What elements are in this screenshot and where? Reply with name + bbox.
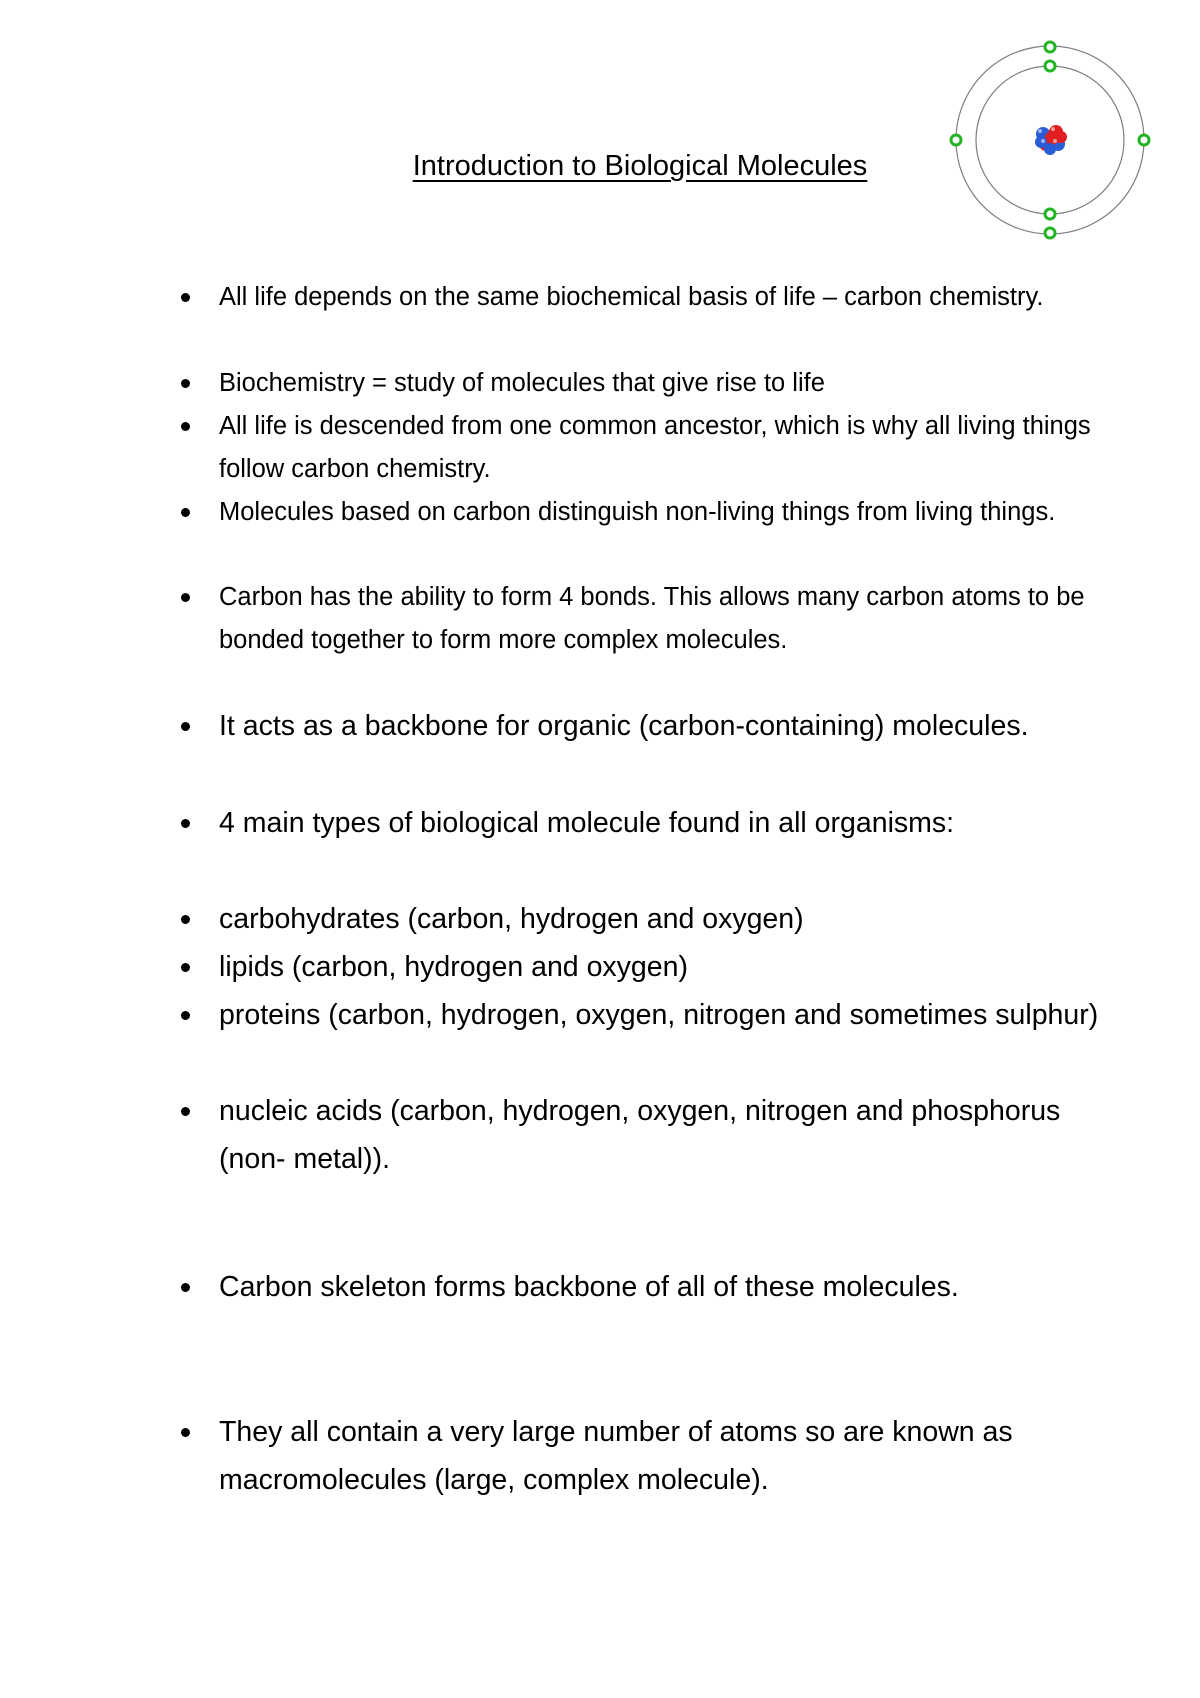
list-item	[219, 276, 1119, 319]
list-item-text: All life is descended from one common ancestor, which is why all living things follow carbon chemistry.	[219, 412, 1091, 483]
list-item	[219, 1087, 1119, 1183]
carbon-atom-icon	[946, 36, 1154, 244]
list-item-text: nucleic acids (carbon, hydrogen, oxygen, nitrogen and phosphorus (non- metal)).	[219, 1095, 1061, 1175]
list-item-text: All life depends on the same biochemical basis of life – carbon chemistry.	[219, 283, 1044, 311]
list-item	[219, 991, 1119, 1039]
list-item	[219, 895, 1119, 943]
bullet-icon	[181, 293, 190, 302]
list-item-text: Carbon has the ability to form 4 bonds. This allows many carbon atoms to be bonded together to form more complex molecules.	[219, 583, 1085, 654]
bullet-icon	[181, 593, 190, 602]
list-item-text: carbohydrates (carbon, hydrogen and oxygen)	[219, 903, 804, 935]
list-item	[219, 799, 1119, 847]
list-item-text: Carbon skeleton forms backbone of all of these molecules.	[219, 1271, 959, 1303]
list-item	[219, 1408, 1119, 1504]
list-item-text: 4 main types of biological molecule found in all organisms:	[219, 807, 955, 839]
bullet-icon	[181, 379, 190, 388]
list-item-text: They all contain a very large number of atoms so are known as macromolecules (large, complex molecule).	[219, 1416, 1013, 1496]
bullet-icon	[181, 1107, 190, 1116]
bullet-icon	[181, 963, 190, 972]
list-item-text: It acts as a backbone for organic (carbon-containing) molecules.	[219, 710, 1029, 742]
list-item	[219, 943, 1119, 991]
list-item-text: proteins (carbon, hydrogen, oxygen, nitrogen and sometimes sulphur)	[219, 999, 1099, 1031]
bullet-icon	[181, 819, 190, 828]
list-item-text: lipids (carbon, hydrogen and oxygen)	[219, 951, 688, 983]
list-item	[219, 362, 1119, 405]
list-item	[219, 1263, 1119, 1311]
list-item-text: Biochemistry = study of molecules that give rise to life	[219, 369, 825, 397]
list-item	[219, 702, 1119, 750]
bullet-icon	[181, 1428, 190, 1437]
bullet-icon	[181, 508, 190, 517]
bullet-icon	[181, 422, 190, 431]
bullet-icon	[181, 915, 190, 924]
list-item	[219, 491, 1119, 534]
bullet-icon	[181, 1283, 190, 1292]
list-item	[219, 576, 1119, 662]
list-item-text: Molecules based on carbon distinguish non-living things from living things.	[219, 498, 1056, 526]
list-item	[219, 405, 1119, 491]
bullet-icon	[181, 722, 190, 731]
page-title: Introduction to Biological Molecules	[412, 150, 868, 182]
bullet-icon	[181, 1011, 190, 1020]
